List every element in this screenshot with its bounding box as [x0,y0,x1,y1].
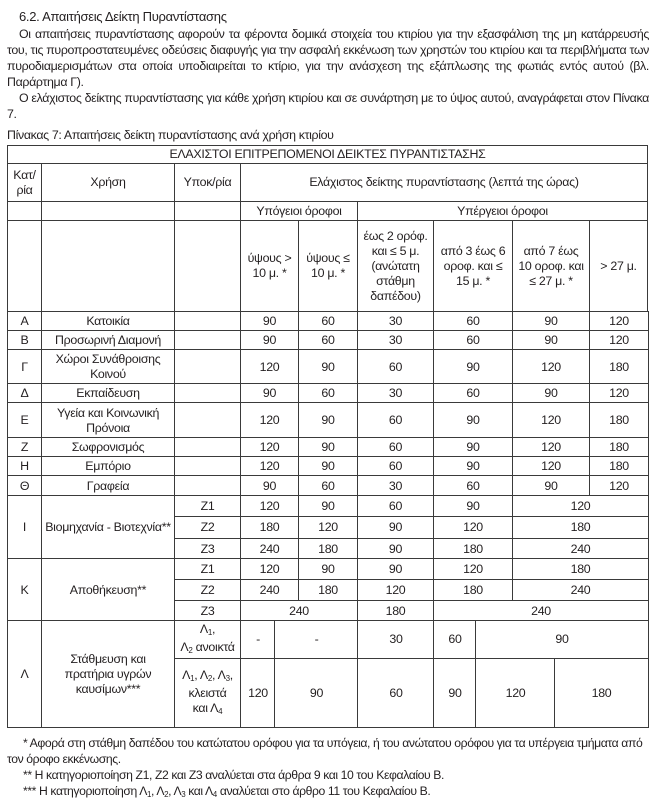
paragraph: Οι απαιτήσεις πυραντίστασης αφορούν τα φέροντα δομικά στοιχεία του κτιρίου για την εξασφάλιση της μη κατάρρευσής του, τις πυροπροστατευμένες οδεύσεις διαφυγής για την ασφαλή εκκένωση των χρηστών του κτιρίου και τα περιβλήματα των πυροδιαμερισμάτων στα οποία υποδιαιρείται το κτίριο, για την ανάσχεση της εξάπλωσης της φωτιάς εντός αυτού (βλ. Παράρτημα Γ). [7,27,649,89]
value-cell: 30 [357,620,435,659]
use-cell: Βιομηχανία - Βιοτεχνία** [41,495,175,560]
value-cell: 120 [240,349,299,385]
use-cell: Εμπόριο [41,456,175,477]
value-cell: 180 [433,538,513,560]
category-cell: Ε [7,402,42,439]
header-col: > 27 μ. [589,220,648,312]
fire-resistance-table [7,145,648,727]
value-cell: 240 [433,600,649,622]
header-min-index: Ελάχιστος δείκτης πυραντίστασης (λεπτά της ώρας) [240,163,648,202]
subcategory-cell: Ζ3 [174,600,241,622]
value-cell: 120 [240,402,299,439]
section-body [7,26,649,122]
value-cell: 180 [589,349,649,385]
value-cell: 60 [298,311,358,332]
value-cell: 180 [298,538,358,560]
subcategory-cell: Ζ2 [174,579,241,601]
value-cell: 60 [298,330,358,351]
value-cell: 60 [433,311,513,332]
category-cell: Α [7,311,42,332]
subcategory-cell [174,311,241,332]
value-cell: 30 [357,311,434,332]
footnote-2: ** Η κατηγοριοποίηση Ζ1, Ζ2 και Ζ3 αναλύεται στα άρθρα 9 και 10 του Κεφαλαίου Β. [23,768,445,782]
value-cell: 90 [240,383,299,404]
value-cell: 90 [433,402,513,439]
value-cell: 120 [589,475,649,497]
value-cell: 30 [357,330,434,351]
value-cell: 180 [554,658,649,728]
header-aboveground: Υπέργειοι όροφοι [357,201,648,221]
value-cell: 120 [298,516,358,539]
footnotes [7,735,652,803]
subcategory-cell: $\Lambda_1$, $\Lambda_2$ ανοικτά [174,620,241,659]
value-cell: 180 [589,437,649,458]
value-cell: 180 [589,456,649,477]
use-cell: Χώροι Συνάθροισης Κοινού [41,349,175,385]
value-cell: 90 [433,495,513,517]
value-cell: 120 [589,330,649,351]
header-subcategory: Υποκ/ρία [174,163,241,202]
header-category: Κατ/ ρία [7,163,42,202]
use-cell: Αποθήκευση** [41,558,175,622]
subcategory-cell [174,456,241,477]
header-col: ύψους > 10 μ. * [240,220,299,312]
value-cell: 120 [512,437,590,458]
header-col: από 7 έως 10 οροφ. και ≤ 27 μ. * [512,220,590,312]
empty-cell [174,220,241,312]
value-cell: - [274,620,359,659]
paragraph: Ο ελάχιστος δείκτης πυραντίστασης για κάθε χρήση κτιρίου και σε συνάρτηση με το ύψος αυτού, αναγράφεται στον Πίνακα 7. [7,91,649,121]
value-cell: 120 [240,658,276,728]
value-cell: 60 [433,330,513,351]
table-caption: Πίνακας 7: Απαιτήσεις δείκτη πυραντίστασης ανά χρήση κτιρίου [7,128,334,142]
subcategory-cell: Ζ1 [174,558,241,580]
value-cell: 60 [357,658,435,728]
subcategory-cell: Ζ2 [174,516,241,539]
value-cell: 90 [298,456,358,477]
value-cell: 120 [512,402,590,439]
value-cell: 240 [512,538,649,560]
subcategory-cell [174,330,241,351]
subcategory-cell [174,383,241,404]
subcategory-cell [174,402,241,439]
category-cell: Κ [7,558,42,622]
header-underground: Υπόγειοι όροφοι [240,201,358,221]
value-cell: - [240,620,276,659]
value-cell: 90 [298,402,358,439]
value-cell: 90 [240,330,299,351]
value-cell: 180 [512,558,649,580]
value-cell: 120 [240,437,299,458]
use-cell: Προσωρινή Διαμονή [41,330,175,351]
category-cell: Γ [7,349,42,385]
value-cell: 60 [357,495,434,517]
value-cell: 180 [512,516,649,539]
empty-cell [41,201,175,221]
header-col: από 3 έως 6 οροφ. και ≤ 15 μ. * [433,220,513,312]
value-cell: 90 [512,475,590,497]
value-cell: 30 [357,475,434,497]
value-cell: 90 [357,538,434,560]
table-title: ΕΛΑΧΙΣΤΟΙ ΕΠΙΤΡΕΠΟΜΕΝΟΙ ΔΕΙΚΤΕΣ ΠΥΡΑΝΤΙΣΤΑΣΗΣ [7,145,648,164]
use-cell: Στάθμευση και πρατήρια υγρών καυσίμων*** [41,620,175,728]
value-cell: 240 [240,538,299,560]
value-cell: 120 [589,383,649,404]
value-cell: 90 [240,311,299,332]
subcategory-cell: $\Lambda_1$, $\Lambda_2$, $\Lambda_3$, κλειστά και $\Lambda_4$ [174,658,241,728]
subcategory-cell: Ζ3 [174,538,241,560]
value-cell: 60 [357,437,434,458]
value-cell: 120 [512,349,590,385]
value-cell: 90 [357,558,434,580]
value-cell: 60 [433,383,513,404]
category-cell: Ζ [7,437,42,458]
category-cell: Ι [7,495,42,560]
value-cell: 120 [475,658,556,728]
value-cell: 120 [357,579,434,601]
use-cell: Κατοικία [41,311,175,332]
subcategory-cell [174,349,241,385]
footnote-3: *** Η κατηγοριοποίηση $\Lambda_1$, $\Lambda_2$, $\Lambda_3$ και $\Lambda_4$ αναλύεται στο άρθρο 11 του Κεφαλαίου Β. [23,784,431,799]
value-cell: 90 [433,437,513,458]
category-cell: Λ [7,620,42,728]
value-cell: 90 [512,383,590,404]
value-cell: 120 [240,558,299,580]
value-cell: 60 [433,620,477,659]
value-cell: 90 [298,558,358,580]
value-cell: 120 [240,495,299,517]
value-cell: 120 [589,311,649,332]
value-cell: 180 [357,600,434,622]
value-cell: 240 [240,600,358,622]
header-use: Χρήση [41,163,175,202]
value-cell: 60 [357,456,434,477]
header-col: ύψους ≤ 10 μ. * [298,220,358,312]
value-cell: 90 [475,620,649,659]
value-cell: 90 [298,495,358,517]
value-cell: 120 [512,456,590,477]
header-col: έως 2 ορόφ. και ≤ 5 μ. (ανώτατη στάθμη δαπέδου) [357,220,434,312]
value-cell: 60 [357,402,434,439]
value-cell: 90 [240,475,299,497]
empty-cell [7,220,42,312]
category-cell: Β [7,330,42,351]
category-cell: Θ [7,475,42,497]
value-cell: 180 [298,579,358,601]
category-cell: Δ [7,383,42,404]
subcategory-cell: Ζ1 [174,495,241,517]
value-cell: 90 [512,311,590,332]
value-cell: 90 [433,349,513,385]
value-cell: 120 [433,558,513,580]
use-cell: Εκπαίδευση [41,383,175,404]
value-cell: 60 [298,383,358,404]
value-cell: 180 [433,579,513,601]
empty-cell [174,201,241,221]
value-cell: 240 [240,579,299,601]
value-cell: 90 [357,516,434,539]
footnote-1: * Αφορά στη στάθμη δαπέδου του κατώτατου ορόφου για τα υπόγεια, ή του ανώτατου ορόφου για τα υπέργεια τμήματα από τον όροφο εκκένωσης. [7,736,643,766]
value-cell: 240 [512,579,649,601]
value-cell: 90 [298,349,358,385]
value-cell: 90 [512,330,590,351]
value-cell: 60 [433,475,513,497]
value-cell: 60 [357,349,434,385]
value-cell: 120 [240,456,299,477]
value-cell: 30 [357,383,434,404]
value-cell: 120 [433,516,513,539]
empty-cell [7,201,42,221]
section-heading: 6.2. Απαιτήσεις Δείκτη Πυραντίστασης [19,9,227,24]
use-cell: Υγεία και Κοινωνική Πρόνοια [41,402,175,439]
value-cell: 180 [240,516,299,539]
value-cell: 60 [298,475,358,497]
value-cell: 90 [433,658,477,728]
subcategory-cell [174,437,241,458]
use-cell: Σωφρονισμός [41,437,175,458]
category-cell: Η [7,456,42,477]
use-cell: Γραφεία [41,475,175,497]
empty-cell [41,220,175,312]
value-cell: 90 [433,456,513,477]
subcategory-cell [174,475,241,497]
value-cell: 90 [298,437,358,458]
value-cell: 180 [589,402,649,439]
value-cell: 90 [274,658,359,728]
value-cell: 120 [512,495,649,517]
